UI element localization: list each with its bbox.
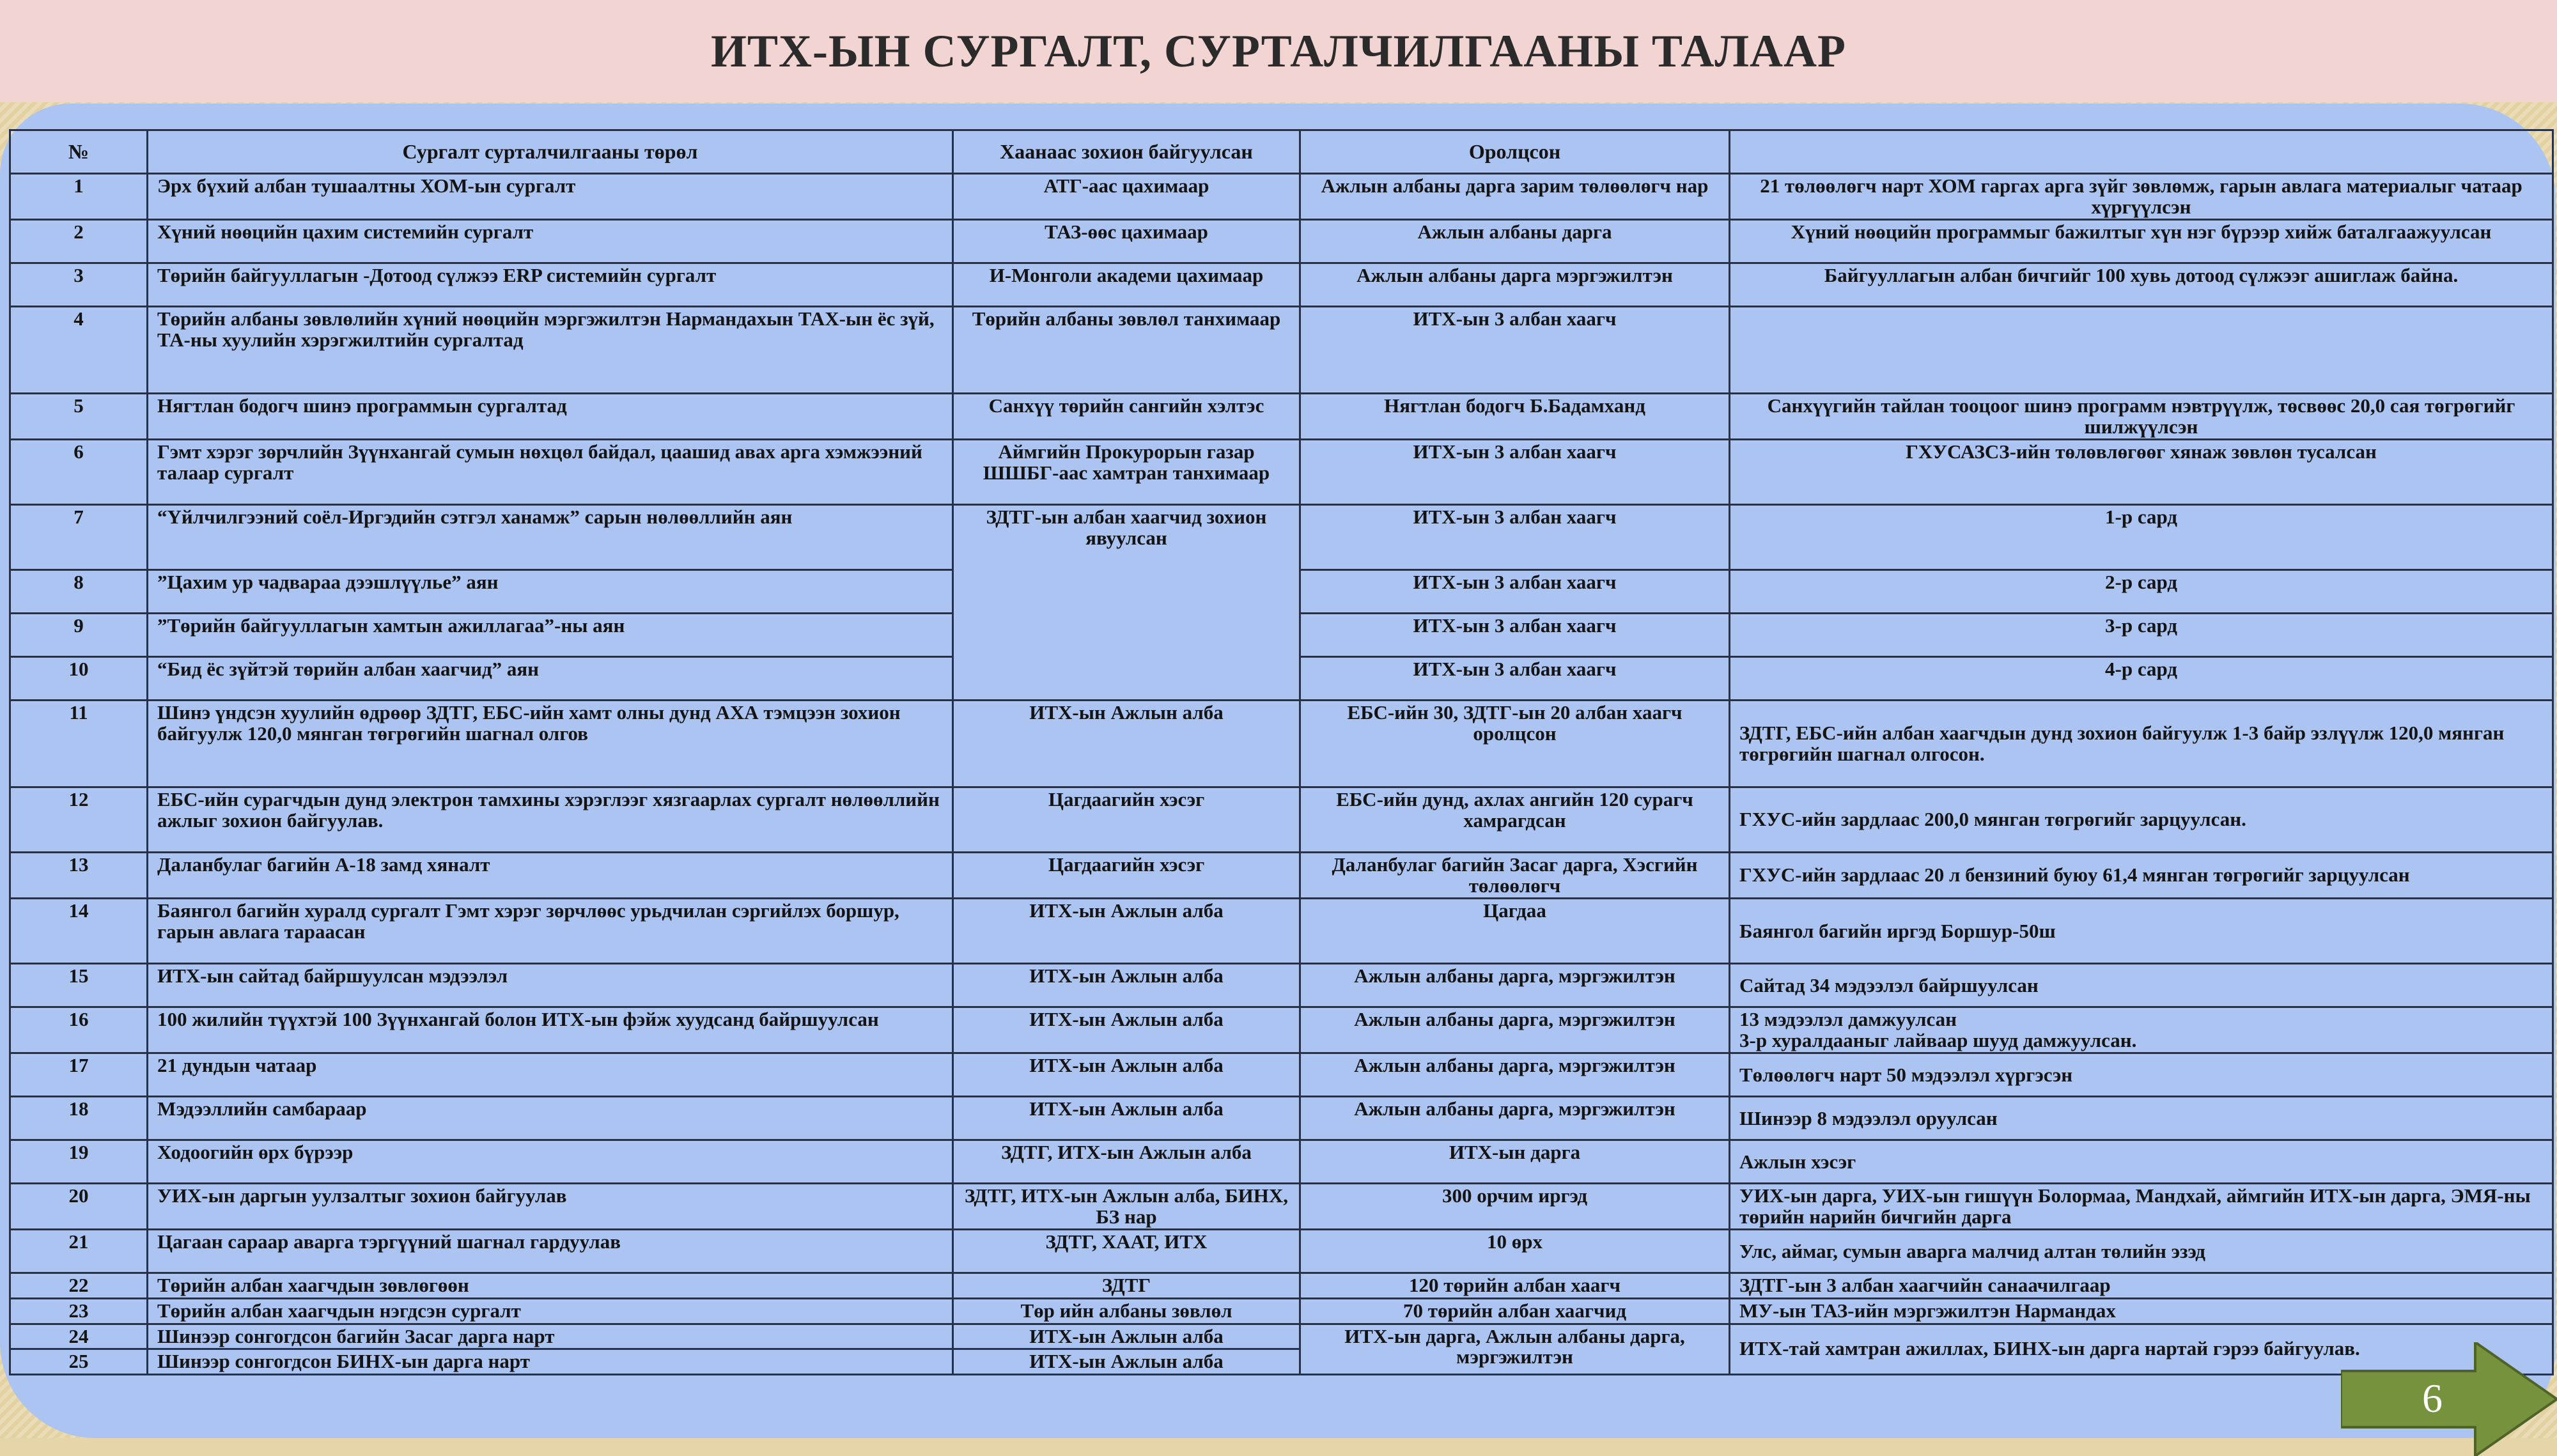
row-participants: ИТХ-ын дарга, Ажлын албаны дарга, мэргэжилтэн <box>1300 1324 1730 1374</box>
header-result <box>1730 130 2553 174</box>
header-organizer: Хаанаас зохион байгуулсан <box>953 130 1300 174</box>
row-participants: ИТХ-ын 3 албан хаагч <box>1300 657 1730 701</box>
row-participants: 120 төрийн албан хаагч <box>1300 1273 1730 1299</box>
row-topic: 21 дундын чатаар <box>148 1053 953 1097</box>
row-number: 19 <box>10 1140 148 1184</box>
table-row <box>10 1299 2553 1324</box>
row-result: 3-р сард <box>1730 614 2553 657</box>
row-topic: Шинээр сонгогдсон багийн Засаг дарга нарт <box>148 1324 953 1349</box>
row-result: 21 төлөөлөгч нарт ХОМ гаргах арга зүйг зөвлөмж, гарын авлага материалыг чатаар хүргүүлсэн <box>1730 174 2553 220</box>
row-topic: Хүний нөөцийн цахим системийн сургалт <box>148 220 953 263</box>
row-number: 24 <box>10 1324 148 1349</box>
table-row <box>10 263 2553 307</box>
row-participants: Ажлын албаны дарга <box>1300 220 1730 263</box>
row-organizer: ИТХ-ын Ажлын алба <box>953 1349 1300 1375</box>
row-topic: Ходоогийн өрх бүрээр <box>148 1140 953 1184</box>
row-topic: Баянгол багийн хуралд сургалт Гэмт хэрэг зөрчлөөс урьдчилан сэргийлэх боршур, гарын авлага тараасан <box>148 899 953 964</box>
slide-title: ИТХ-ЫН СУРГАЛТ, СУРТАЛЧИЛГААНЫ ТАЛААР <box>710 26 1847 77</box>
row-number: 2 <box>10 220 148 263</box>
row-participants: Нягтлан бодогч Б.Бадамханд <box>1300 394 1730 440</box>
row-result: ИТХ-тай хамтран ажиллах, БИНХ-ын дарга нартай гэрээ байгуулав. <box>1730 1324 2553 1374</box>
row-topic: Төрийн албаны зөвлөлийн хүний нөөцийн мэргэжилтэн Нармандахын ТАХ-ын ёс зүй, ТА-ны хуулийн хэрэгжилтийн сургалтад <box>148 307 953 394</box>
row-topic: УИХ-ын даргын уулзалтыг зохион байгуулав <box>148 1184 953 1230</box>
row-organizer: ИТХ-ын Ажлын алба <box>953 899 1300 964</box>
table-row <box>10 440 2553 505</box>
row-number: 15 <box>10 964 148 1007</box>
row-topic: Гэмт хэрэг зөрчлийн Зүүнхангай сумын нөхцөл байдал, цаашид авах арга хэмжээний талаар сургалт <box>148 440 953 505</box>
row-result: ЗДТГ, ЕБС-ийн албан хаагчдын дунд зохион байгуулж 1-3 байр эзлүүлж 120,0 мянган төгрөгийн шагнал олгосон. <box>1730 701 2553 787</box>
row-result: Ажлын хэсэг <box>1730 1140 2553 1184</box>
row-organizer: ЗДТГ, ХААТ, ИТХ <box>953 1230 1300 1273</box>
row-result <box>1730 307 2553 394</box>
row-topic: ЕБС-ийн сурагчдын дунд электрон тамхины хэрэглээг хязгаарлах сургалт нөлөөллийн ажлыг зохион байгуулав. <box>148 787 953 853</box>
header-topic: Сургалт сурталчилгааны төрөл <box>148 130 953 174</box>
table-row <box>10 1140 2553 1184</box>
row-number: 10 <box>10 657 148 701</box>
row-participants: ИТХ-ын 3 албан хаагч <box>1300 307 1730 394</box>
row-number: 8 <box>10 570 148 614</box>
row-result: МУ-ын ТАЗ-ийн мэргэжилтэн Нармандах <box>1730 1299 2553 1324</box>
table-row <box>10 787 2553 853</box>
row-number: 16 <box>10 1007 148 1053</box>
table-row <box>10 505 2553 570</box>
table-row <box>10 220 2553 263</box>
table-row <box>10 174 2553 220</box>
row-topic: Мэдээллийн самбараар <box>148 1097 953 1140</box>
row-number: 25 <box>10 1349 148 1375</box>
table-row <box>10 899 2553 964</box>
row-topic: Төрийн албан хаагчдын зөвлөгөөн <box>148 1273 953 1299</box>
row-participants: Даланбулаг багийн Засаг дарга, Хэсгийн төлөөлөгч <box>1300 853 1730 899</box>
row-participants: Ажлын албаны дарга мэргэжилтэн <box>1300 263 1730 307</box>
row-participants: 300 орчим иргэд <box>1300 1184 1730 1230</box>
row-number: 4 <box>10 307 148 394</box>
row-topic: Шинээр сонгогдсон БИНХ-ын дарга нарт <box>148 1349 953 1375</box>
row-result: Төлөөлөгч нарт 50 мэдээлэл хүргэсэн <box>1730 1053 2553 1097</box>
table-row <box>10 1230 2553 1273</box>
slide-number: 6 <box>2422 1375 2443 1421</box>
row-number: 20 <box>10 1184 148 1230</box>
table-row <box>10 1097 2553 1140</box>
row-result: 1-р сард <box>1730 505 2553 570</box>
table-row <box>10 307 2553 394</box>
row-organizer: Төрийн албаны зөвлөл танхимаар <box>953 307 1300 394</box>
row-topic: Даланбулаг багийн А-18 замд хяналт <box>148 853 953 899</box>
table-row <box>10 1007 2553 1053</box>
row-number: 3 <box>10 263 148 307</box>
row-participants: ЕБС-ийн 30, ЗДТГ-ын 20 албан хаагч оролцсон <box>1300 701 1730 787</box>
row-participants: Ажлын албаны дарга зарим төлөөлөгч нар <box>1300 174 1730 220</box>
row-organizer: И-Монголи академи цахимаар <box>953 263 1300 307</box>
row-participants: ЕБС-ийн дунд, ахлах ангийн 120 сурагч хамрагдсан <box>1300 787 1730 853</box>
row-topic: Төрийн байгууллагын -Дотоод сүлжээ ERP системийн сургалт <box>148 263 953 307</box>
row-number: 17 <box>10 1053 148 1097</box>
row-topic: “Үйлчилгээний соёл-Иргэдийн сэтгэл ханамж” сарын нөлөөллийн аян <box>148 505 953 570</box>
row-organizer: ЗДТГ, ИТХ-ын Ажлын алба, БИНХ, БЗ нар <box>953 1184 1300 1230</box>
row-number: 11 <box>10 701 148 787</box>
row-organizer: Санхүү төрийн сангийн хэлтэс <box>953 394 1300 440</box>
row-topic: Шинэ үндсэн хуулийн өдрөөр ЗДТГ, ЕБС-ийн хамт олны дунд АХА тэмцээн зохион байгуулж 120,0 мянган төгрөгийн шагнал олгов <box>148 701 953 787</box>
row-organizer: ЗДТГ-ын албан хаагчид зохион явуулсан <box>953 505 1300 701</box>
table-row <box>10 1184 2553 1230</box>
row-organizer: ИТХ-ын Ажлын алба <box>953 1324 1300 1349</box>
row-participants: Ажлын албаны дарга, мэргэжилтэн <box>1300 964 1730 1007</box>
row-participants: Ажлын албаны дарга, мэргэжилтэн <box>1300 1053 1730 1097</box>
row-result: Санхүүгийн тайлан тооцоог шинэ программ нэвтрүүлж, төсвөөс 20,0 сая төгрөгийг шилжүүлсэн <box>1730 394 2553 440</box>
row-number: 9 <box>10 614 148 657</box>
row-result: УИХ-ын дарга, УИХ-ын гишүүн Болормаа, Мандхай, аймгийн ИТХ-ын дарга, ЭМЯ-ны төрийн нарийн бичгийн дарга <box>1730 1184 2553 1230</box>
row-organizer: ТАЗ-өөс цахимаар <box>953 220 1300 263</box>
row-result: Байгууллагын албан бичгийг 100 хувь дотоод сүлжээг ашиглаж байна. <box>1730 263 2553 307</box>
row-number: 21 <box>10 1230 148 1273</box>
row-result: Шинээр 8 мэдээлэл оруулсан <box>1730 1097 2553 1140</box>
row-result: 4-р сард <box>1730 657 2553 701</box>
row-result: 13 мэдээлэл дамжуулсан 3-р хуралдааныг лайваар шууд дамжуулсан. <box>1730 1007 2553 1053</box>
row-number: 7 <box>10 505 148 570</box>
header-participants: Оролцсон <box>1300 130 1730 174</box>
row-participants: 10 өрх <box>1300 1230 1730 1273</box>
table-row <box>10 701 2553 787</box>
row-organizer: Цагдаагийн хэсэг <box>953 853 1300 899</box>
row-topic: Цагаан сараар аварга тэргүүний шагнал гардуулав <box>148 1230 953 1273</box>
row-topic: ”Төрийн байгууллагын хамтын ажиллагаа”-ны аян <box>148 614 953 657</box>
row-participants: Ажлын албаны дарга, мэргэжилтэн <box>1300 1007 1730 1053</box>
row-participants: ИТХ-ын 3 албан хаагч <box>1300 570 1730 614</box>
row-topic: Төрийн албан хаагчдын нэгдсэн сургалт <box>148 1299 953 1324</box>
row-number: 18 <box>10 1097 148 1140</box>
row-result: ГХУС-ийн зардлаас 200,0 мянган төгрөгийг зарцуулсан. <box>1730 787 2553 853</box>
row-organizer: Төр ийн албаны зөвлөл <box>953 1299 1300 1324</box>
row-organizer: Аймгийн Прокурорын газар ШШБГ-аас хамтран танхимаар <box>953 440 1300 505</box>
row-organizer: ИТХ-ын Ажлын алба <box>953 1007 1300 1053</box>
row-organizer: ИТХ-ын Ажлын алба <box>953 1097 1300 1140</box>
row-participants: Цагдаа <box>1300 899 1730 964</box>
row-participants: ИТХ-ын 3 албан хаагч <box>1300 614 1730 657</box>
row-number: 5 <box>10 394 148 440</box>
row-topic: Эрх бүхий албан тушаалтны ХОМ-ын сургалт <box>148 174 953 220</box>
row-topic: Нягтлан бодогч шинэ программын сургалтад <box>148 394 953 440</box>
row-number: 1 <box>10 174 148 220</box>
row-organizer: ИТХ-ын Ажлын алба <box>953 964 1300 1007</box>
row-number: 22 <box>10 1273 148 1299</box>
row-number: 12 <box>10 787 148 853</box>
table-row <box>10 394 2553 440</box>
row-result: Баянгол багийн иргэд Боршур-50ш <box>1730 899 2553 964</box>
row-topic: “Бид ёс зүйтэй төрийн албан хаагчид” аян <box>148 657 953 701</box>
row-number: 13 <box>10 853 148 899</box>
row-topic: ИТХ-ын сайтад байршуулсан мэдээлэл <box>148 964 953 1007</box>
row-participants: ИТХ-ын дарга <box>1300 1140 1730 1184</box>
row-result: ГХУСАЗСЗ-ийн төлөвлөгөөг хянаж зөвлөн тусалсан <box>1730 440 2553 505</box>
row-number: 23 <box>10 1299 148 1324</box>
row-organizer: ЗДТГ, ИТХ-ын Ажлын алба <box>953 1140 1300 1184</box>
row-result: ЗДТГ-ын 3 албан хаагчийн санаачилгаар <box>1730 1273 2553 1299</box>
row-participants: ИТХ-ын 3 албан хаагч <box>1300 505 1730 570</box>
row-result: 2-р сард <box>1730 570 2553 614</box>
row-result: Улс, аймаг, сумын аварга малчид алтан төлийн эзэд <box>1730 1230 2553 1273</box>
row-number: 6 <box>10 440 148 505</box>
row-topic: 100 жилийн түүхтэй 100 Зүүнхангай болон ИТХ-ын фэйж хуудсанд байршуулсан <box>148 1007 953 1053</box>
row-participants: 70 төрийн албан хаагчид <box>1300 1299 1730 1324</box>
row-organizer: ИТХ-ын Ажлын алба <box>953 701 1300 787</box>
row-participants: ИТХ-ын 3 албан хаагч <box>1300 440 1730 505</box>
row-organizer: ИТХ-ын Ажлын алба <box>953 1053 1300 1097</box>
table-row <box>10 853 2553 899</box>
row-result: Хүний нөөцийн программыг бажилтыг хүн нэг бүрээр хийж баталгаажуулсан <box>1730 220 2553 263</box>
table-row <box>10 1053 2553 1097</box>
row-organizer: Цагдаагийн хэсэг <box>953 787 1300 853</box>
training-table <box>9 129 2554 1375</box>
table-row <box>10 1324 2553 1349</box>
table-row <box>10 1273 2553 1299</box>
row-participants: Ажлын албаны дарга, мэргэжилтэн <box>1300 1097 1730 1140</box>
row-organizer: ЗДТГ <box>953 1273 1300 1299</box>
row-result: ГХУС-ийн зардлаас 20 л бензиний буюу 61,4 мянган төгрөгийг зарцуулсан <box>1730 853 2553 899</box>
header-number: № <box>10 130 148 174</box>
row-number: 14 <box>10 899 148 964</box>
table-header-row <box>10 130 2553 174</box>
row-organizer: АТГ-аас цахимаар <box>953 174 1300 220</box>
row-topic: ”Цахим ур чадвараа дээшлүүлье” аян <box>148 570 953 614</box>
table-row <box>10 964 2553 1007</box>
row-result: Сайтад 34 мэдээлэл байршуулсан <box>1730 964 2553 1007</box>
